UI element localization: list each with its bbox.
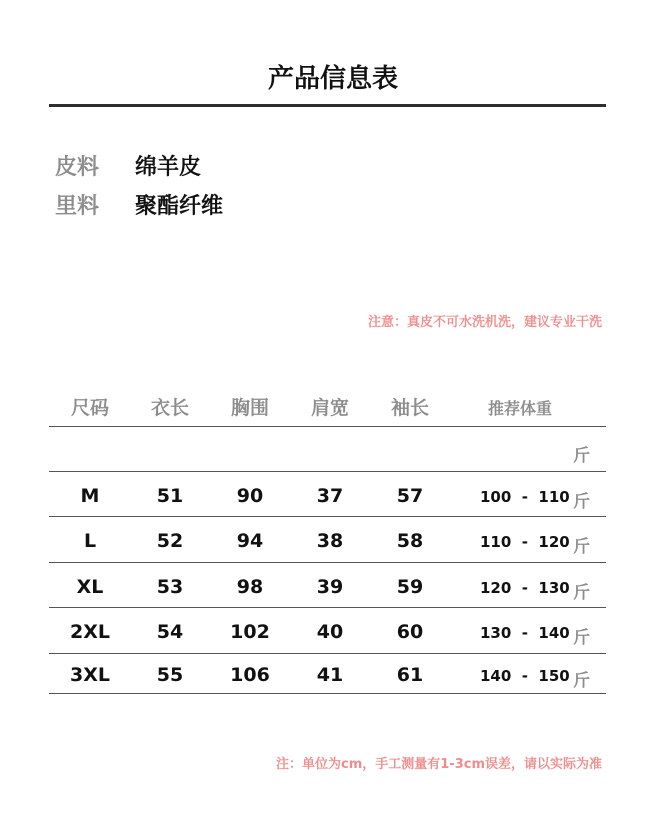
header-weight: 推荐体重: [487, 399, 552, 418]
table-cell-size: XL: [76, 576, 104, 598]
table-cell-chest: 102: [230, 621, 270, 643]
table-cell-weight: 100 - 110: [480, 488, 570, 506]
table-cell-length: 52: [156, 530, 184, 552]
page-title: 产品信息表: [267, 64, 398, 94]
table-cell-chest: 90: [236, 485, 264, 507]
table-cell-size: L: [83, 530, 97, 552]
material-row-shell: [55, 150, 201, 181]
table-cell-weight: 110 - 120: [480, 533, 570, 551]
table-cell-length: 55: [156, 664, 184, 686]
table-cell-weight: 120 - 130: [480, 579, 570, 597]
table-cell-shoulder: 37: [316, 485, 344, 507]
table-cell-length: 53: [156, 576, 184, 598]
material-label-lining: 里料: [55, 194, 100, 219]
table-cell-weight: 130 - 140: [480, 624, 570, 642]
header-size: 尺码: [70, 397, 109, 419]
weight-unit: 斤: [573, 446, 590, 466]
table-rule: [49, 471, 606, 472]
weight-unit: 斤: [573, 671, 590, 691]
weight-unit: 斤: [573, 583, 590, 603]
table-cell-shoulder: 39: [316, 576, 344, 598]
table-rule: [49, 693, 606, 694]
table-cell-length: 54: [156, 621, 184, 643]
table-cell-length: 51: [156, 485, 184, 507]
header-chest: 胸围: [230, 397, 269, 419]
weight-unit: 斤: [573, 537, 590, 557]
title-divider: [49, 104, 606, 107]
table-cell-shoulder: 41: [316, 664, 344, 686]
table-cell-shoulder: 38: [316, 530, 344, 552]
material-label-shell: 皮料: [55, 155, 100, 180]
table-cell-size: 3XL: [70, 664, 110, 686]
header-shoulder: 肩宽: [310, 397, 349, 419]
table-cell-size: 2XL: [70, 621, 110, 643]
table-cell-sleeve: 58: [396, 530, 424, 552]
table-rule: [49, 426, 606, 427]
table-cell-chest: 106: [230, 664, 270, 686]
material-row-lining: [55, 189, 223, 220]
table-cell-chest: 94: [236, 530, 264, 552]
table-cell-weight: 140 - 150: [480, 667, 570, 685]
header-length: 衣长: [150, 397, 189, 419]
table-cell-sleeve: 59: [396, 576, 424, 598]
footer-note: 注：单位为cm，手工测量有1-3cm误差，请以实际为准: [276, 757, 602, 772]
table-rule: [49, 607, 606, 608]
material-value-shell: 绵羊皮: [135, 155, 202, 180]
header-sleeve: 袖长: [390, 397, 429, 419]
care-note: 注意：真皮不可水洗机洗，建议专业干洗: [367, 315, 602, 330]
table-cell-sleeve: 57: [396, 485, 424, 507]
table-cell-shoulder: 40: [316, 621, 344, 643]
weight-unit: 斤: [573, 492, 590, 512]
table-cell-chest: 98: [236, 576, 264, 598]
table-rule: [49, 562, 606, 563]
table-cell-sleeve: 61: [396, 664, 424, 686]
table-cell-sleeve: 60: [396, 621, 424, 643]
table-rule: [49, 516, 606, 517]
table-rule: [49, 653, 606, 654]
weight-unit: 斤: [573, 628, 590, 648]
material-value-lining: 聚酯纤维: [135, 194, 224, 219]
table-cell-size: M: [80, 485, 100, 507]
